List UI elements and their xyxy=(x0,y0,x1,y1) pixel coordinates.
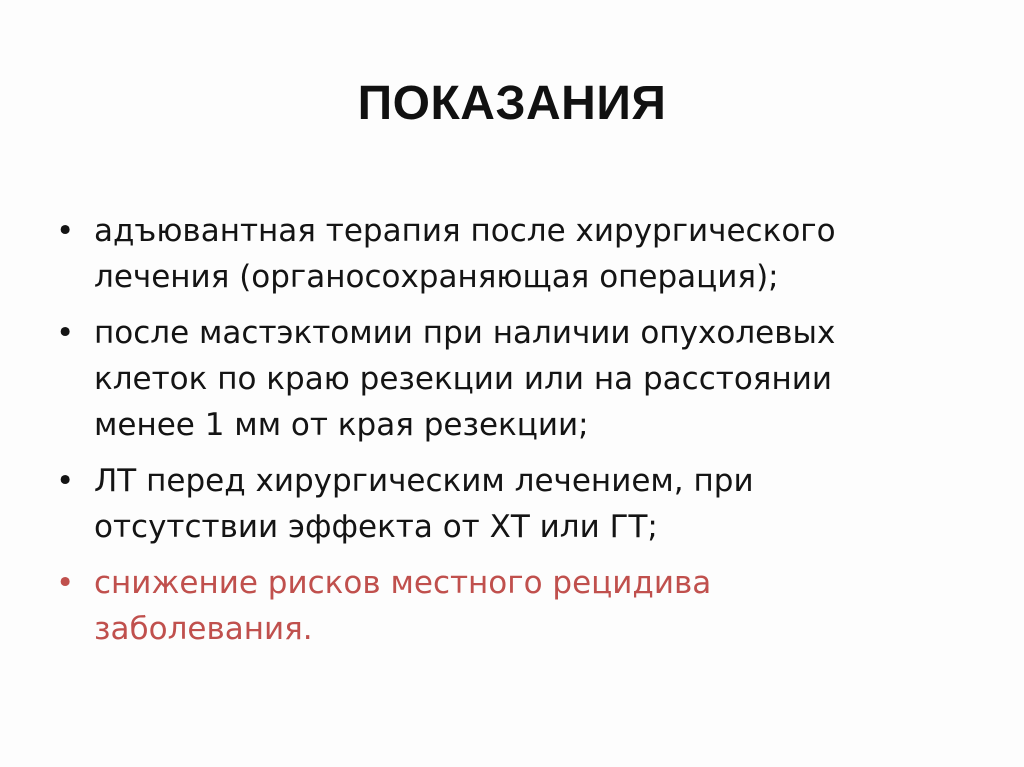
bullet-dot-icon: • xyxy=(56,565,75,601)
bullet-text-line: клеток по краю резекции или на расстоянии xyxy=(94,361,833,397)
bullet-item-adjuvant-therapy xyxy=(56,208,956,300)
bullet-text-line: адъювантная терапия после хирургического xyxy=(94,213,836,249)
bullet-text-line: менее 1 мм от края резекции; xyxy=(94,407,589,443)
slide-title: ПОКАЗАНИЯ xyxy=(357,77,667,130)
bullet-dot-icon: • xyxy=(56,315,75,351)
bullet-item-rt-before-surgery xyxy=(56,458,956,550)
bullet-text-line: заболевания. xyxy=(94,611,313,647)
bullet-text-line: лечения (органосохраняющая операция); xyxy=(94,259,779,295)
bullet-text-line: снижение рисков местного рецидива xyxy=(94,565,712,601)
bullet-item-reduce-recurrence-risk xyxy=(56,560,956,652)
bullet-dot-icon: • xyxy=(56,463,75,499)
bullet-text-line: ЛТ перед хирургическим лечением, при xyxy=(94,463,754,499)
bullet-dot-icon: • xyxy=(56,213,75,249)
bullet-item-after-mastectomy xyxy=(56,310,956,448)
bullet-list xyxy=(56,208,956,662)
bullet-text-line: после мастэктомии при наличии опухолевых xyxy=(94,315,836,351)
bullet-text-line: отсутствии эффекта от ХТ или ГТ; xyxy=(94,509,658,545)
